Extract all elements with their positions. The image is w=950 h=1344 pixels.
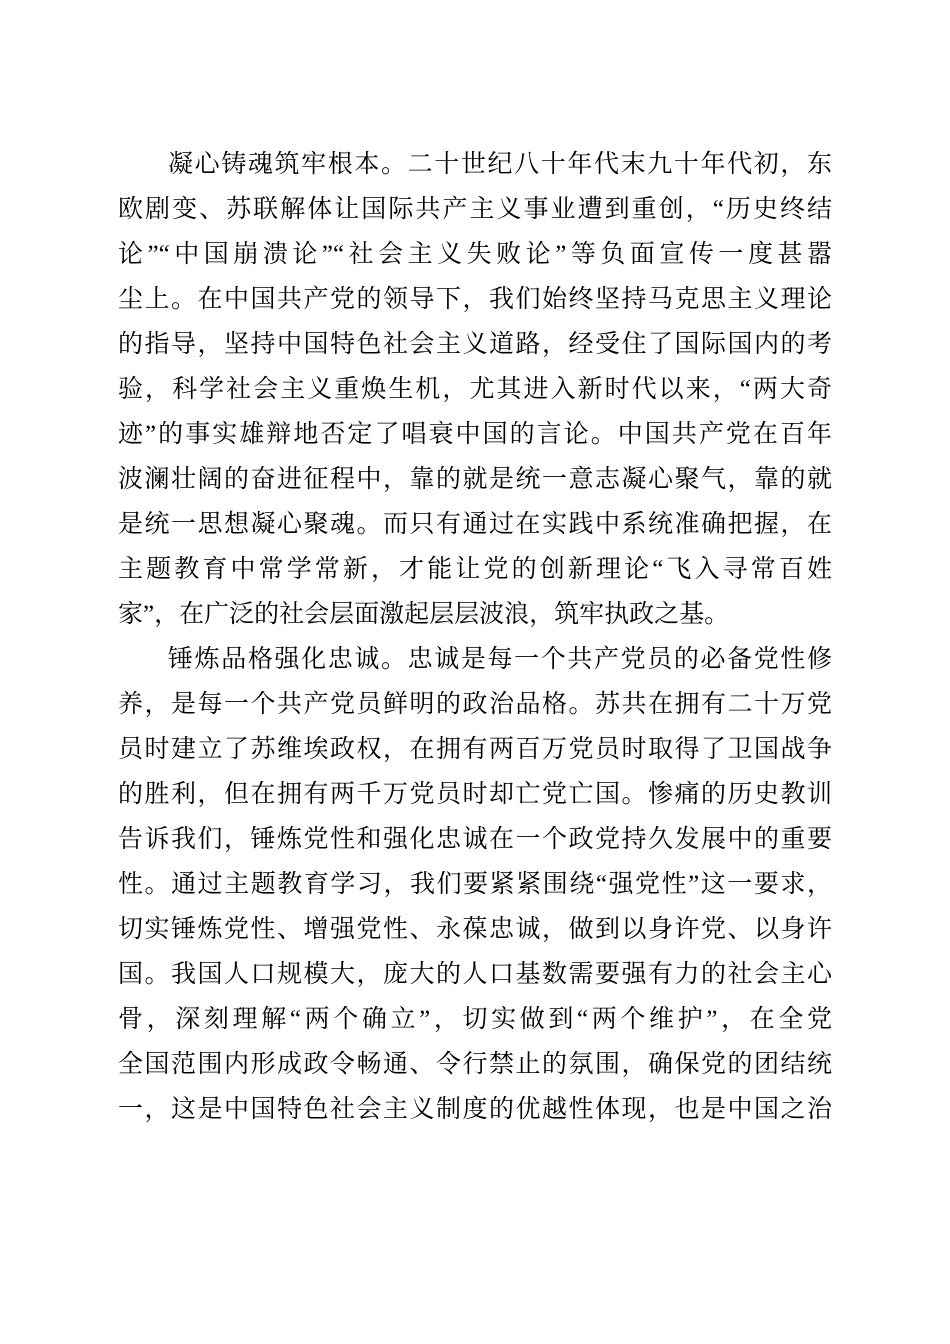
- text-line: 论”“中国崩溃论”“社会主义失败论”等负面宣传一度甚嚣: [118, 241, 832, 268]
- text-line: 凝心铸魂筑牢根本。二十世纪八十年代末九十年代初，东: [168, 151, 832, 178]
- text-line: 尘上。在中国共产党的领导下，我们始终坚持马克思主义理论: [118, 286, 832, 313]
- text-line: 欧剧变、苏联解体让国际共产主义事业遭到重创，“历史终结: [118, 196, 832, 223]
- text-line: 的胜利，但在拥有两千万党员时却亡党亡国。惨痛的历史教训: [118, 781, 832, 808]
- text-line: 切实锤炼党性、增强党性、永葆忠诚，做到以身许党、以身许: [118, 916, 832, 943]
- text-line: 主题教育中常学常新，才能让党的创新理论“飞入寻常百姓: [118, 556, 832, 583]
- text-line: 是统一思想凝心聚魂。而只有通过在实践中系统准确把握，在: [118, 511, 832, 538]
- text-line: 一，这是中国特色社会主义制度的优越性体现，也是中国之治: [118, 1096, 832, 1123]
- text-line: 的指导，坚持中国特色社会主义道路，经受住了国际国内的考: [118, 331, 832, 358]
- text-line: 验，科学社会主义重焕生机，尤其进入新时代以来，“两大奇: [118, 376, 832, 403]
- text-line: 迹”的事实雄辩地否定了唱衰中国的言论。中国共产党在百年: [118, 421, 832, 448]
- text-line: 家”，在广泛的社会层面激起层层波浪，筑牢执政之基。: [118, 601, 730, 628]
- text-line: 波澜壮阔的奋进征程中，靠的就是统一意志凝心聚气，靠的就: [118, 466, 832, 493]
- document-body: [118, 142, 832, 1132]
- paragraph-1: [118, 142, 832, 637]
- text-line: 锤炼品格强化忠诚。忠诚是每一个共产党员的必备党性修: [168, 646, 832, 673]
- text-line: 性。通过主题教育学习，我们要紧紧围绕“强党性”这一要求，: [118, 871, 832, 898]
- text-line: 全国范围内形成政令畅通、令行禁止的氛围，确保党的团结统: [118, 1051, 832, 1078]
- text-line: 国。我国人口规模大，庞大的人口基数需要强有力的社会主心: [118, 961, 832, 988]
- text-line: 员时建立了苏维埃政权，在拥有两百万党员时取得了卫国战争: [118, 736, 832, 763]
- text-line: 养，是每一个共产党员鲜明的政治品格。苏共在拥有二十万党: [118, 691, 832, 718]
- text-line: 骨，深刻理解“两个确立”，切实做到“两个维护”，在全党: [118, 1006, 832, 1033]
- paragraph-2: [118, 637, 832, 1132]
- text-line: 告诉我们，锤炼党性和强化忠诚在一个政党持久发展中的重要: [118, 826, 832, 853]
